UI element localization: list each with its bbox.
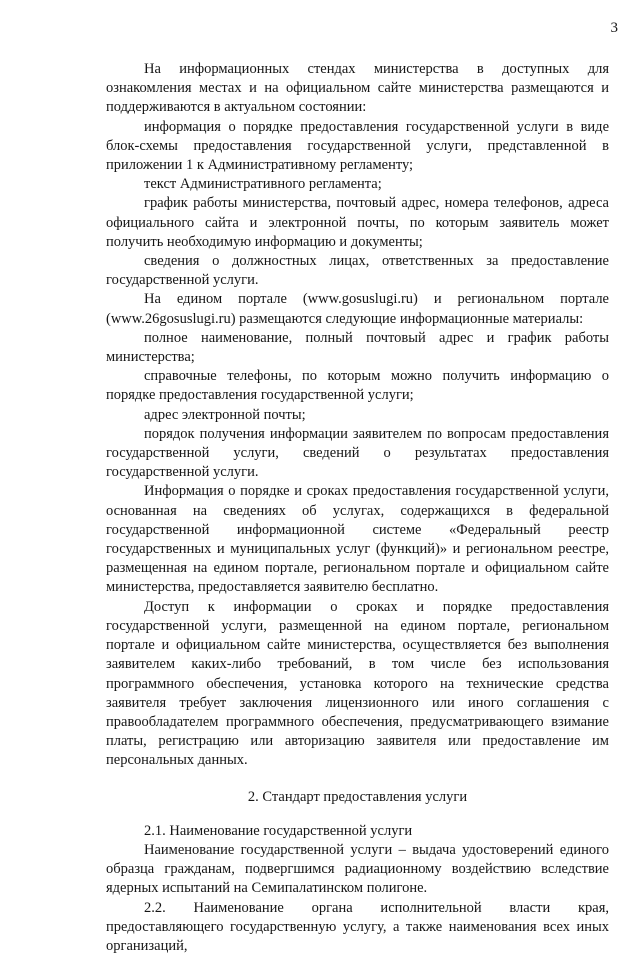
subsection-heading: 2.2. Наименование органа исполнительной власти края, предоставляющего государственную услугу, а также наименования всех иных организаций, [106,899,609,954]
document-body [106,60,609,956]
paragraph: сведения о должностных лицах, ответственных за предоставление государственной услуги. [106,253,609,289]
paragraph: На едином портале (www.gosuslugi.ru) и региональном портале (www.26gosuslugi.ru) размещаются следующие информационные материалы: [106,291,609,327]
page-number: 3 [610,20,618,36]
paragraph: информация о порядке предоставления государственной услуги в виде блок-схемы предоставления государственной услуги, представленной в приложении 1 к Административному регламенту; [106,118,609,174]
paragraph: график работы министерства, почтовый адрес, номера телефонов, адреса официального сайта и электронной почты, по которым заявитель может получить необходимую информацию и документы; [106,195,609,250]
paragraph: Информация о порядке и сроках предоставления государственной услуги, основанная на сведениях об услугах, содержащихся в федеральной государственной информационной системе «Федеральный реестр государственных и муниципальных услуг (функций)» и региональном реестре, размещенная на едином портале, региональном портале и официальном сайте министерства, предоставляется заявителю бесплатно. [106,483,609,596]
paragraph: полное наименование, полный почтовый адрес и график работы министерства; [106,329,609,366]
paragraph: справочные телефоны, по которым можно получить информацию о порядке предоставления государственной услуги; [106,368,609,404]
paragraph: Наименование государственной услуги – выдача удостоверений единого образца гражданам, подвергшимся радиационному воздействию вследствие ядерных испытаний на Семипалатинском полигоне. [106,841,609,897]
paragraph: текст Административного регламента; [144,176,382,193]
paragraph: Доступ к информации о сроках и порядке предоставления государственной услуги, размещенной на едином портале, региональном портале и официальном сайте министерства, осуществляется без выполнения заявителем каких-либо требований, в том числе без использования программного обеспечения, установка которого на технические средства заявителя требует заключения лицензионного или иного соглашения с правообладателем программного обеспечения, предусматривающего взимание платы, регистрацию или авторизацию заявителя или предоставление им персональных данных. [106,598,609,769]
paragraph: На информационных стендах министерства в доступных для ознакомления местах и на официальном сайте министерства размещаются и поддерживаются в актуальном состоянии: [106,61,609,116]
section-title: 2. Стандарт предоставления услуги [247,788,468,805]
subsection-heading: 2.1. Наименование государственной услуги [144,822,413,839]
paragraph: адрес электронной почты; [144,406,306,423]
paragraph: порядок получения информации заявителем по вопросам предоставления государственной услуги, сведений о результатах предоставления государственной услуги. [106,425,609,481]
